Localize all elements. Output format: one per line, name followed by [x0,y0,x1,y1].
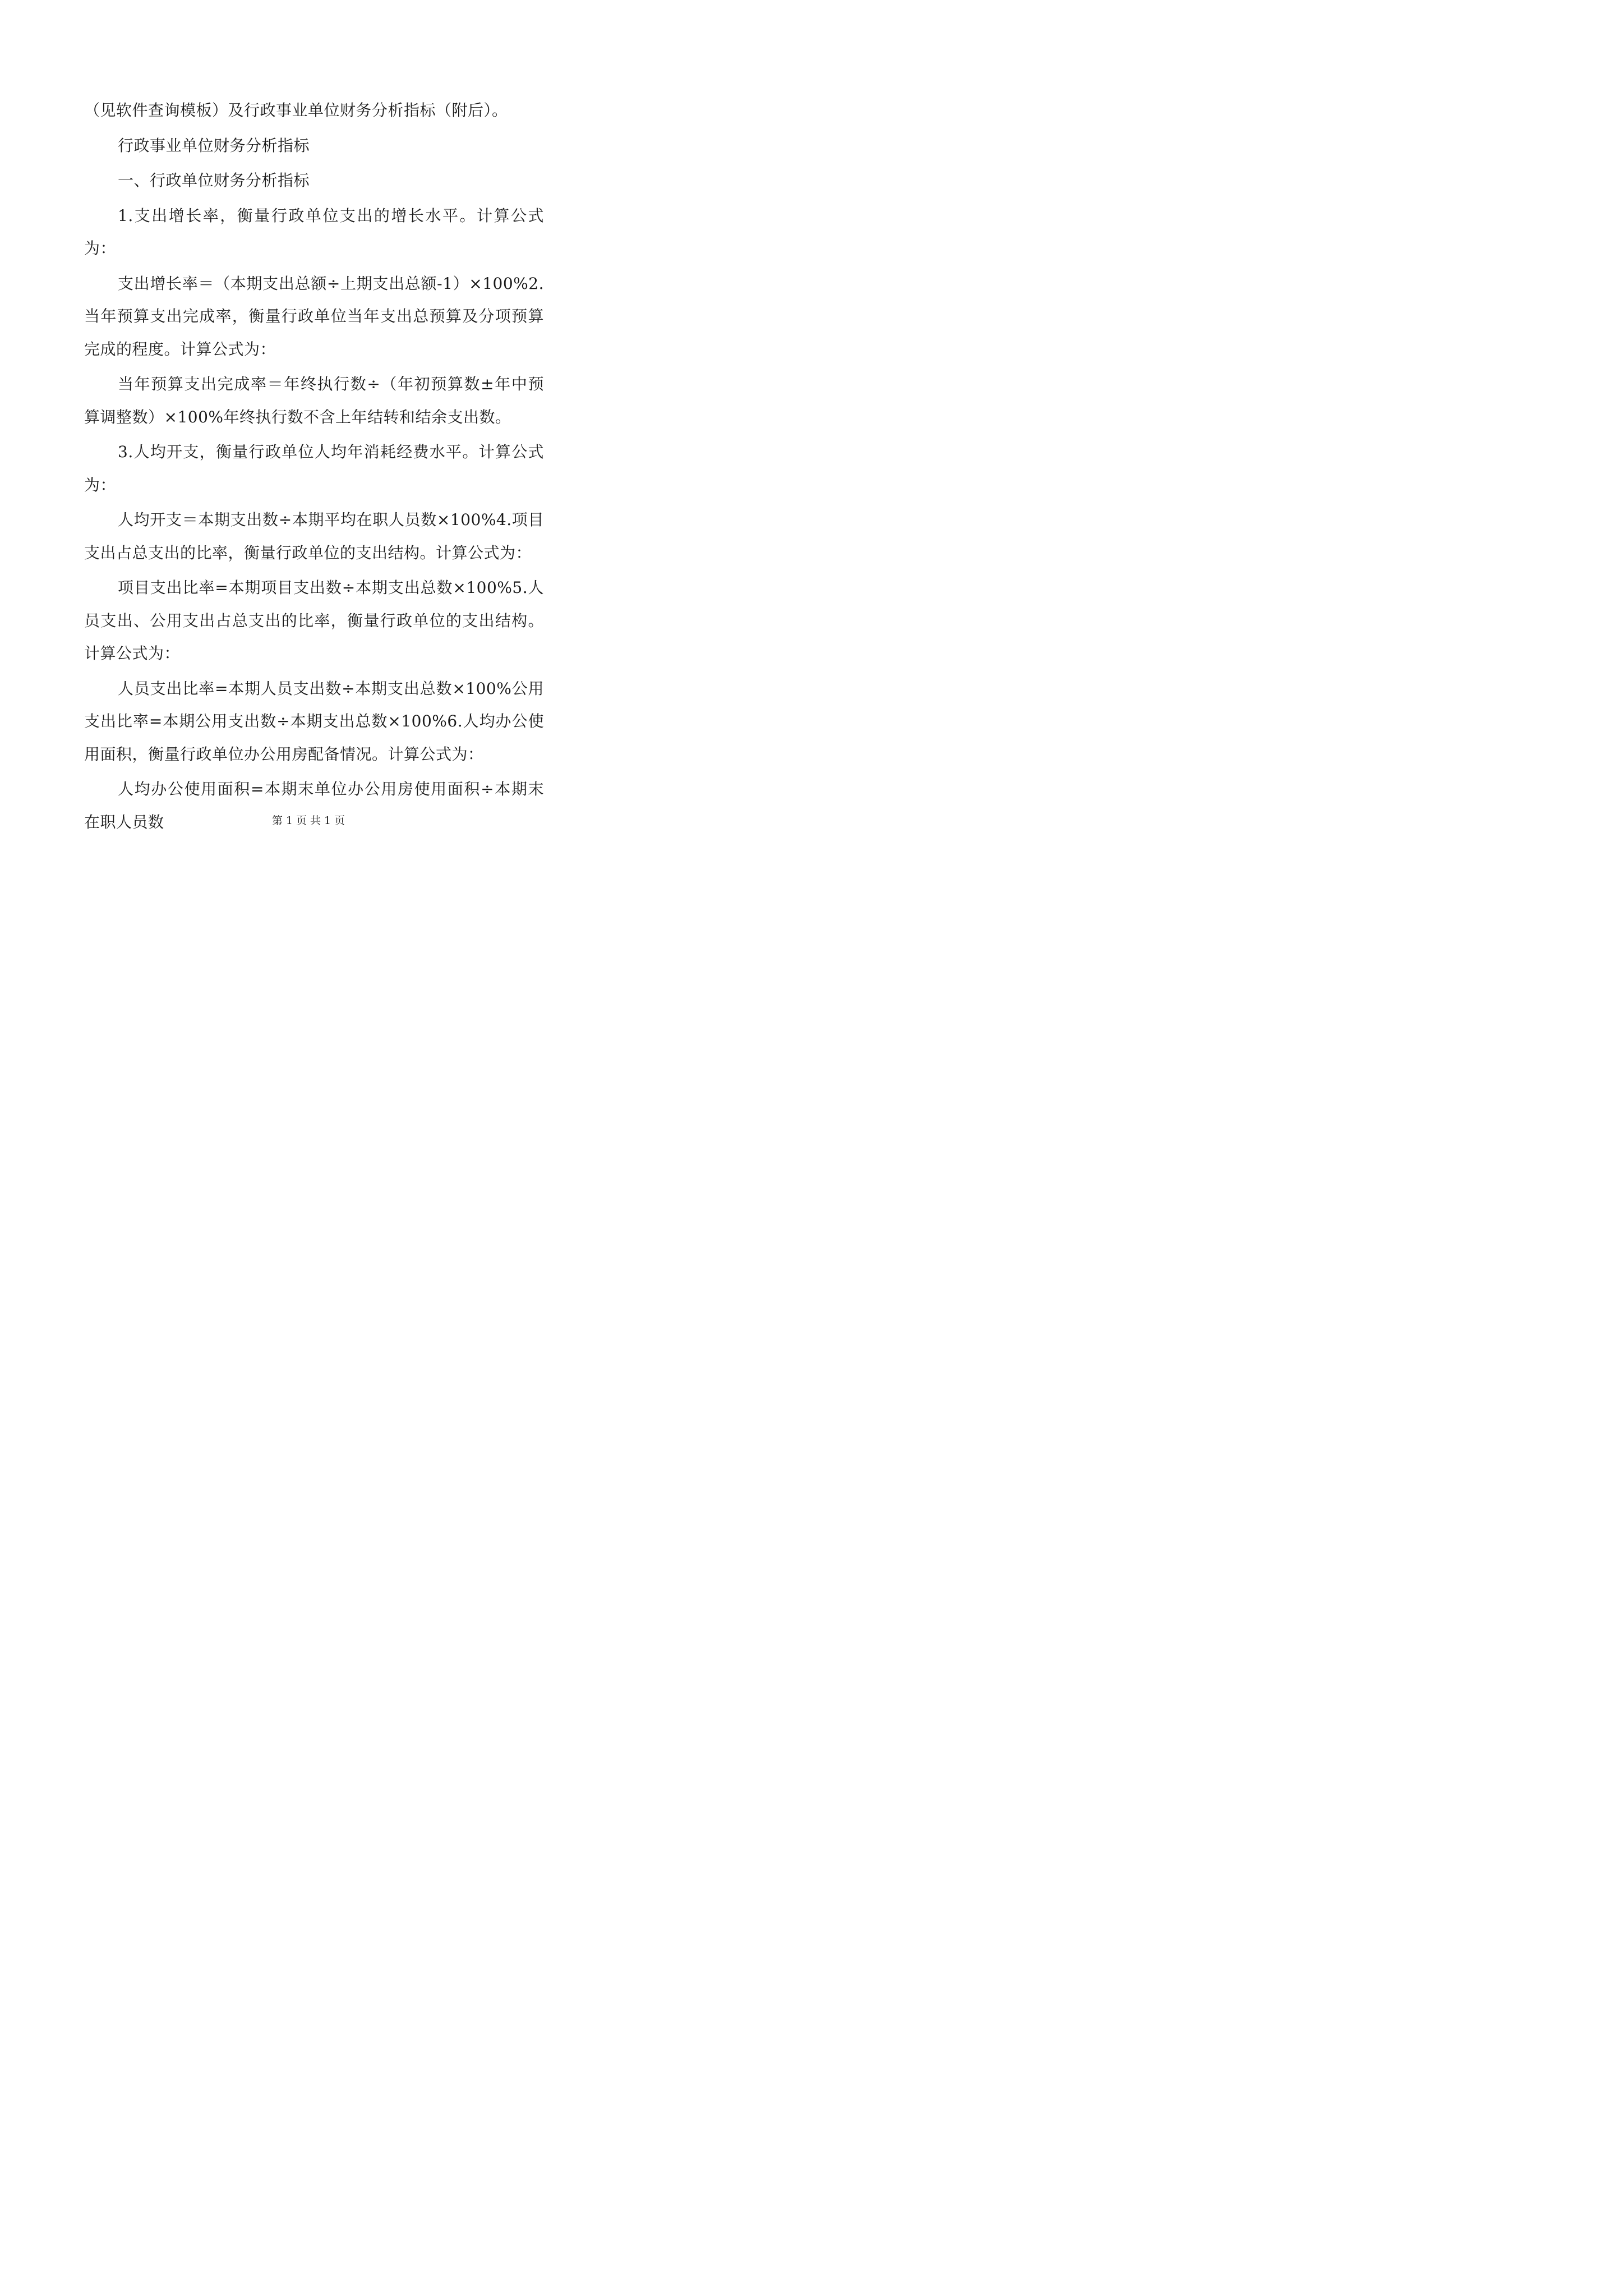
paragraph: 支出增长率＝（本期支出总额÷上期支出总额-1）×100%2.当年预算支出完成率，衡量行政单位当年支出总预算及分项预算完成的程度。计算公式为： [84,274,544,358]
paragraph: 3.人均开支，衡量行政单位人均年消耗经费水平。计算公式为： [84,443,544,494]
paragraph: 人员支出比率=本期人员支出数÷本期支出总数×100%公用支出比率=本期公用支出数÷本期支出总数×100%6.人均办公使用面积，衡量行政单位办公用房配备情况。计算公式为： [84,679,544,763]
page-footer [0,812,617,827]
page-number-label: 第 1 页 共 1 页 [271,815,345,827]
paragraph: 人均开支＝本期支出数÷本期平均在职人员数×100%4.项目支出占总支出的比率，衡量行政单位的支出结构。计算公式为： [84,510,544,562]
document-body [84,94,544,841]
paragraph: 项目支出比率=本期项目支出数÷本期支出总数×100%5.人员支出、公用支出占总支出的比率，衡量行政单位的支出结构。计算公式为： [84,578,544,662]
paragraph: 当年预算支出完成率＝年终执行数÷（年初预算数±年中预算调整数）×100%年终执行数不含上年结转和结余支出数。 [84,375,544,426]
paragraph: （见软件查询模板）及行政事业单位财务分析指标（附后）。 [84,101,508,119]
paragraph: 人均办公使用面积=本期末单位办公用房使用面积÷本期末在职人员数 [84,780,544,831]
document-page [0,0,617,873]
section-title: 行政事业单位财务分析指标 [118,136,310,155]
paragraph: 1.支出增长率，衡量行政单位支出的增长水平。计算公式为： [84,206,544,257]
section-heading: 一、行政单位财务分析指标 [118,171,310,190]
